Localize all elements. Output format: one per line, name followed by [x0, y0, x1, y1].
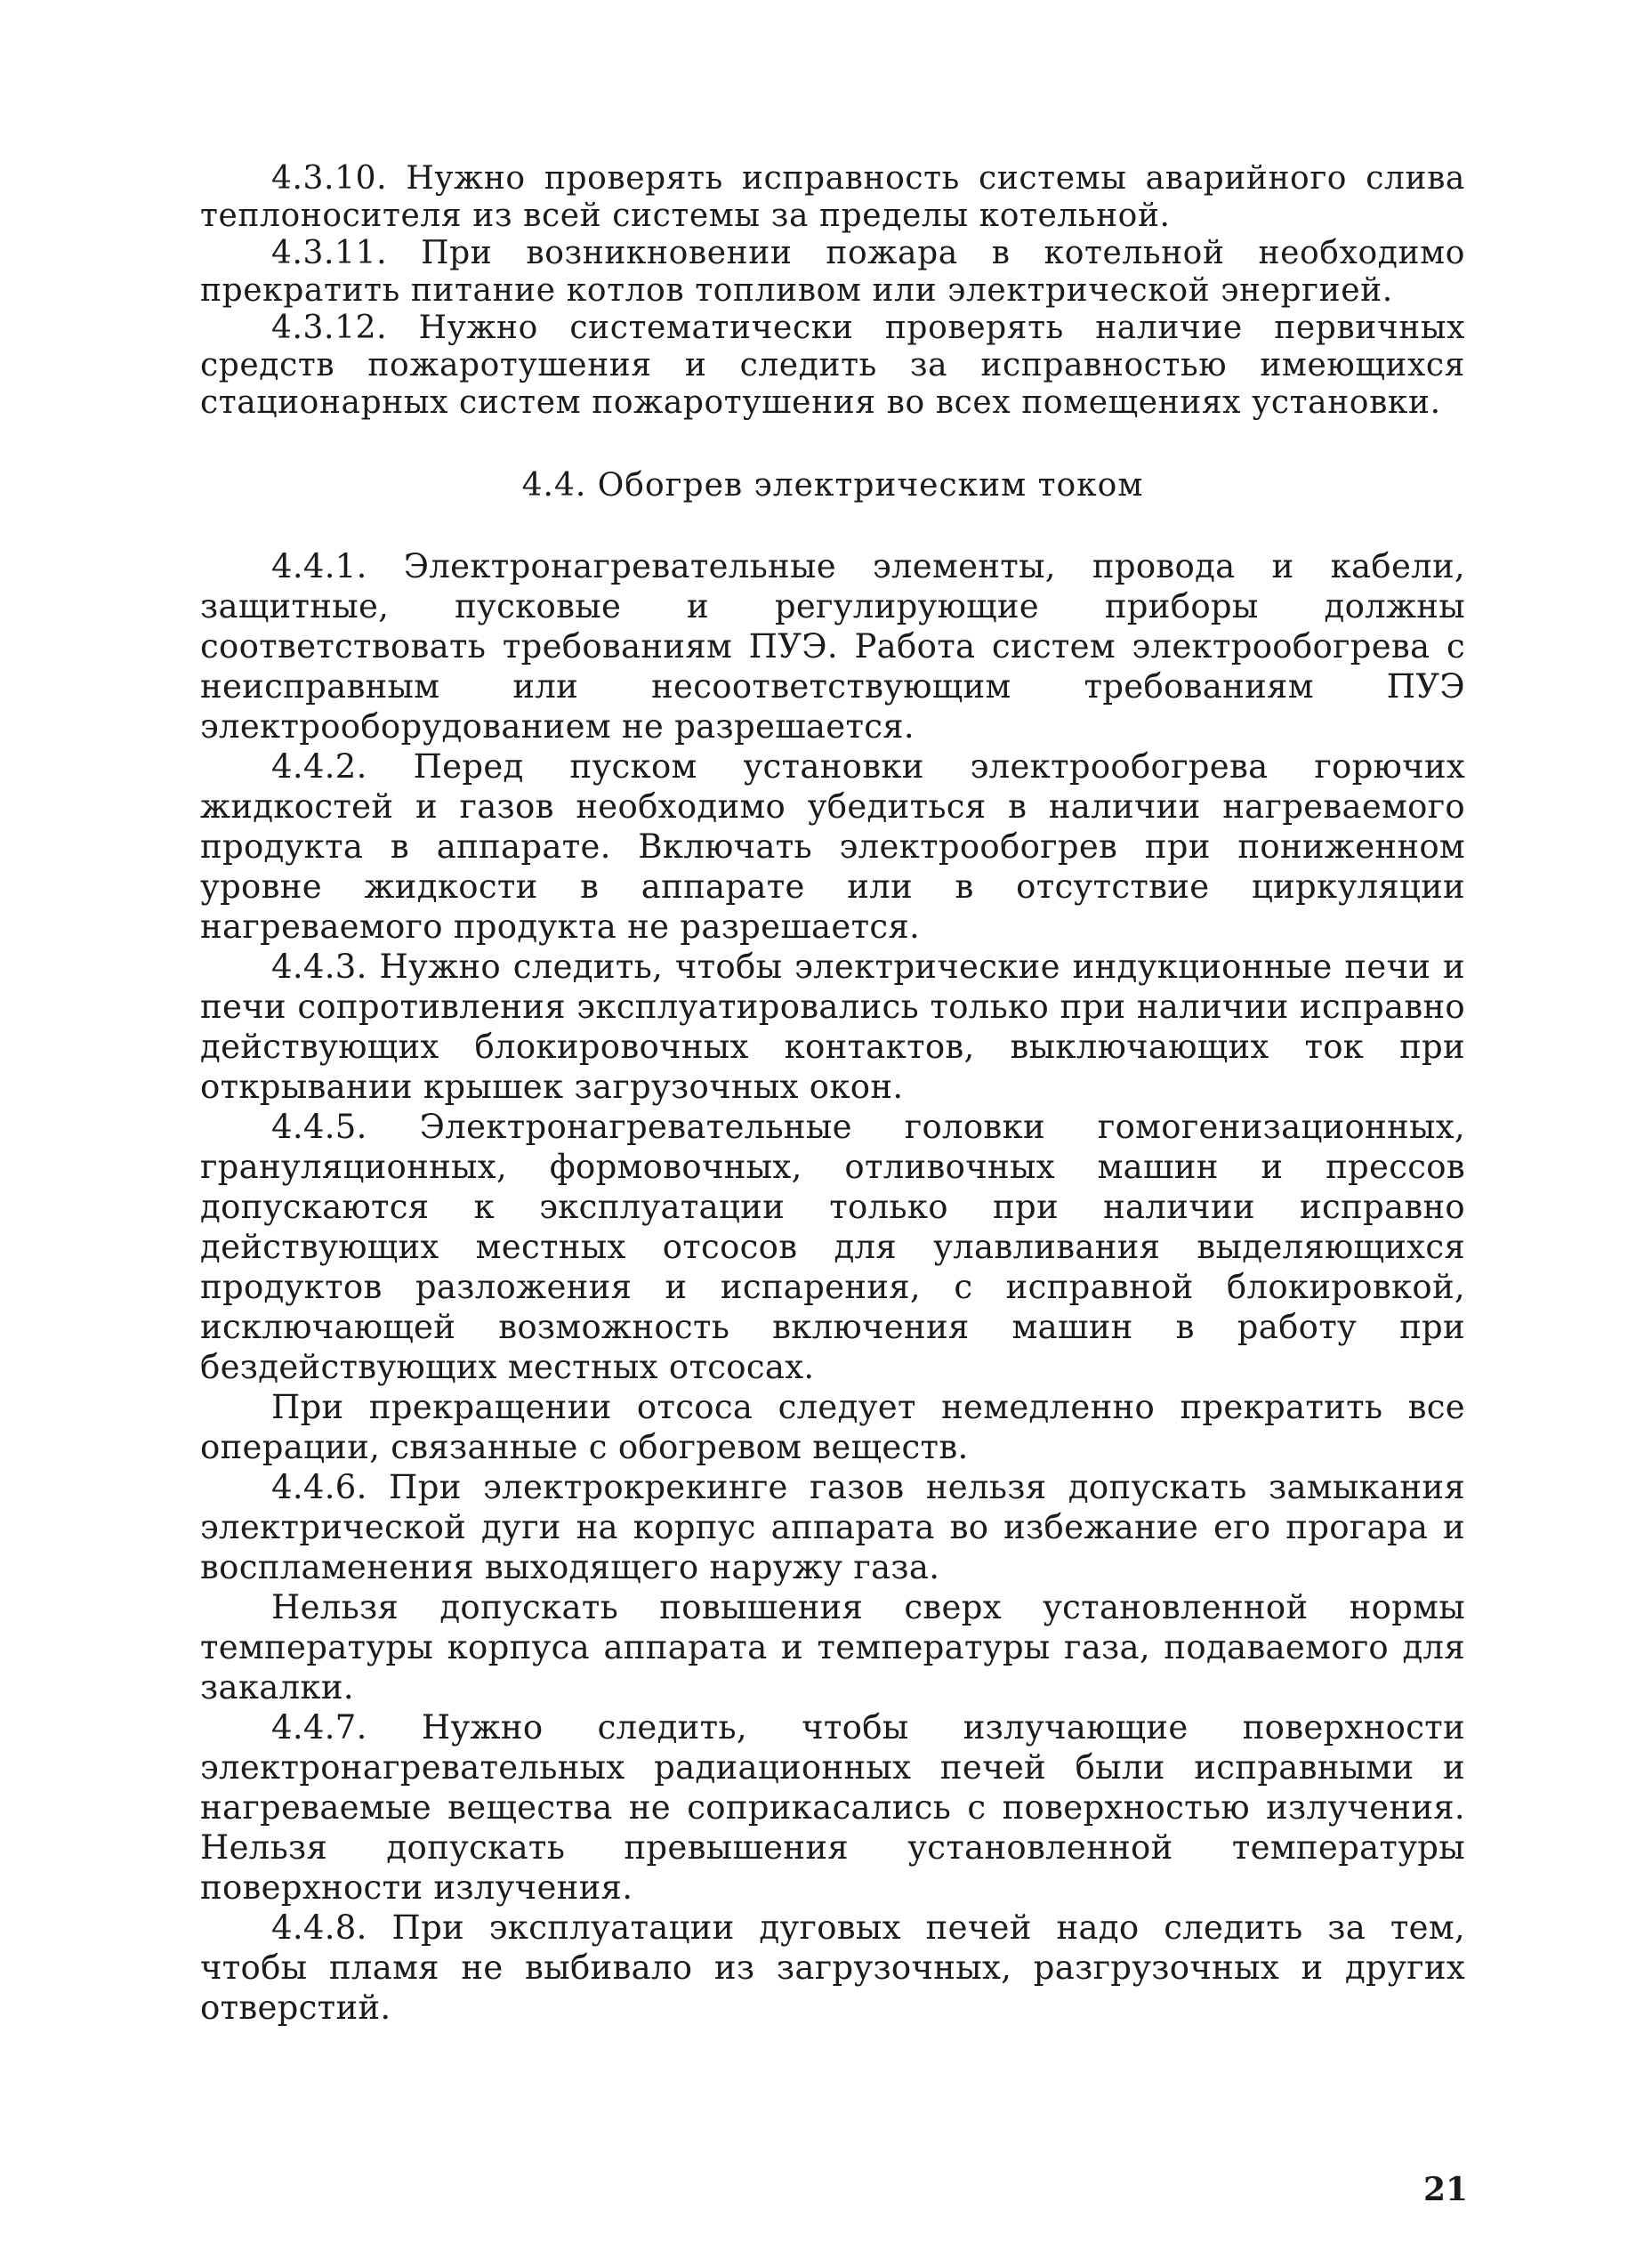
paragraph-4-3-11	[200, 235, 1465, 310]
paragraph-text: Нужно следить, чтобы электрические индукционные печи и печи сопротивления эксплуатировались только при наличии исправно действующих блокировочных контактов, выключающих ток при открывании крышек загрузочных окон.	[200, 948, 1465, 1106]
page-number: 21	[1423, 2171, 1469, 2208]
clause-number: 4.4.1.	[271, 547, 367, 585]
paragraph-text: Электронагревательные головки гомогенизационных, грануляционных, формовочных, отливочных машин и прессов допускаются к эксплуатации только при наличии исправно действующих местных отсосов для улавливания выделяющихся продуктов разложения и испарения, с исправной блокировкой, исключающей возможность включения машин в работу при бездействующих местных отсосах.	[200, 1108, 1465, 1386]
paragraph-4-4-1	[200, 546, 1465, 746]
paragraph-4-4-5	[200, 1107, 1465, 1387]
paragraph-text: Нужно систематически проверять наличие первичных средств пожаротушения и следить за исправностью имеющихся стационарных систем пожаротушения во всех помещениях установки.	[200, 310, 1465, 421]
clause-number: 4.4.7.	[271, 1708, 367, 1747]
clause-number: 4.4.8.	[271, 1908, 367, 1947]
paragraph-4-4-6-continued	[200, 1587, 1465, 1707]
paragraph-text: При прекращении отсоса следует немедленно прекратить все операции, связанные с обогревом веществ.	[200, 1388, 1465, 1466]
paragraph-text: При эксплуатации дуговых печей надо следить за тем, чтобы пламя не выбивало из загрузочных, разгрузочных и других отверстий.	[200, 1908, 1465, 2027]
paragraph-text: Перед пуском установки электрообогрева горючих жидкостей и газов необходимо убедиться в наличии нагреваемого продукта в аппарате. Включать электрообогрев при пониженном уровне жидкости в аппарате или в отсутствие циркуляции нагреваемого продукта не разрешается.	[200, 747, 1465, 946]
clause-number: 4.3.12.	[271, 310, 388, 346]
clause-number: 4.3.11.	[271, 235, 388, 271]
paragraph-4-4-6	[200, 1467, 1465, 1587]
section-heading: 4.4. Обогрев электрическим током	[521, 467, 1144, 504]
paragraph-4-4-2	[200, 746, 1465, 947]
paragraph-text: Нужно следить, чтобы излучающие поверхности электронагревательных радиационных печей были исправными и нагреваемые вещества не соприкасались с поверхностью излучения. Нельзя допускать превышения установленной температуры поверхности излучения.	[200, 1708, 1465, 1907]
paragraph-4-4-5-continued	[200, 1387, 1465, 1467]
paragraph-text: Электронагревательные элементы, провода и кабели, защитные, пусковые и регулирующие приборы должны соответствовать требованиям ПУЭ. Работа систем электрообогрева с неисправным или несоответствующим требованиям ПУЭ электрооборудованием не разрешается.	[200, 547, 1465, 746]
paragraph-4-3-12	[200, 310, 1465, 422]
paragraph-text: При электрокрекинге газов нельзя допускать замыкания электрической дуги на корпус аппарата во избежание его прогара и воспламенения выходящего наружу газа.	[200, 1468, 1465, 1586]
clause-number: 4.4.5.	[271, 1108, 367, 1146]
paragraph-4-4-3	[200, 947, 1465, 1107]
clause-number: 4.4.2.	[271, 747, 367, 786]
paragraph-4-4-7	[200, 1707, 1465, 1908]
paragraph-text: При возникновении пожара в котельной необходимо прекратить питание котлов топливом или электрической энергией.	[200, 235, 1465, 309]
text-block	[200, 160, 1465, 2028]
paragraph-text: Нужно проверять исправность системы аварийного слива теплоносителя из всей системы за пределы котельной.	[200, 160, 1465, 234]
clause-number: 4.4.6.	[271, 1468, 367, 1506]
clause-number: 4.4.3.	[271, 948, 367, 986]
paragraph-text: Нельзя допускать повышения сверх установленной нормы температуры корпуса аппарата и температуры газа, подаваемого для закалки.	[200, 1588, 1465, 1706]
paragraph-4-4-8	[200, 1908, 1465, 2028]
paragraph-4-3-10	[200, 160, 1465, 235]
clause-number: 4.3.10.	[271, 160, 388, 197]
